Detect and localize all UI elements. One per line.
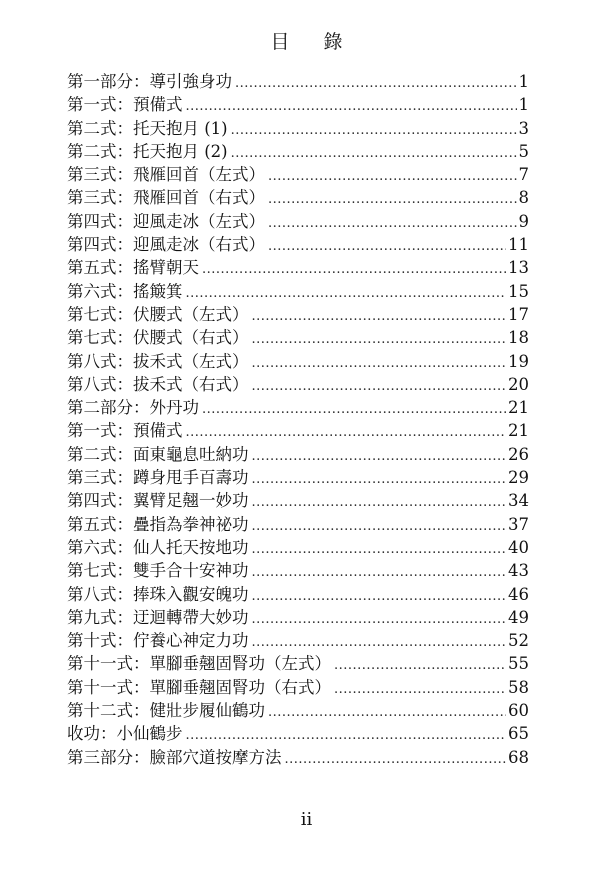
toc-entry-page: 3 — [518, 118, 529, 138]
toc-entry-label: 第八式：拔禾式（左式） — [67, 351, 249, 371]
toc-entry-label: 第四式：迎風走冰（左式） — [67, 211, 265, 231]
dot-leader — [252, 515, 507, 538]
toc-entry-label: 第五式：搖臂朝天 — [67, 258, 199, 278]
toc-entry-page: 58 — [508, 677, 529, 697]
toc-entry[interactable] — [67, 186, 529, 209]
toc-entry[interactable] — [67, 256, 529, 279]
toc-entry[interactable] — [67, 373, 529, 396]
dot-leader — [252, 328, 507, 351]
table-of-contents — [67, 70, 529, 769]
toc-entry-label: 第十二式：健壯步履仙鶴功 — [67, 701, 265, 721]
toc-entry[interactable] — [67, 70, 529, 93]
toc-entry[interactable] — [67, 233, 529, 256]
dot-leader — [334, 678, 506, 701]
toc-entry[interactable] — [67, 629, 529, 652]
toc-entry-label: 第三部分：臉部穴道按摩方法 — [67, 747, 282, 767]
toc-entry-label: 第二式：面東龜息吐納功 — [67, 444, 249, 464]
toc-entry-page: 1 — [518, 72, 529, 91]
toc-entry-page: 37 — [508, 514, 529, 534]
toc-entry-label: 第八式：捧珠入觀安魄功 — [67, 584, 249, 604]
toc-entry-label: 第二式：托天抱月 (1) — [67, 118, 228, 138]
toc-entry[interactable] — [67, 676, 529, 699]
toc-entry[interactable] — [67, 652, 529, 675]
dot-leader — [235, 72, 517, 95]
toc-entry[interactable] — [67, 722, 529, 745]
dot-leader — [252, 352, 507, 375]
toc-entry-label: 第四式：翼臂足翹一妙功 — [67, 491, 249, 511]
toc-entry-page: 9 — [518, 211, 529, 231]
toc-entry[interactable] — [67, 303, 529, 326]
toc-entry-label: 第七式：雙手合十安神功 — [67, 561, 249, 581]
toc-entry-page: 11 — [508, 235, 529, 255]
toc-entry-label: 第七式：伏腰式（右式） — [67, 328, 249, 348]
dot-leader — [252, 561, 507, 584]
dot-leader — [186, 95, 517, 118]
toc-entry-page: 29 — [508, 468, 529, 488]
toc-entry[interactable] — [67, 419, 529, 442]
toc-entry-label: 第四式：迎風走冰（右式） — [67, 235, 265, 255]
toc-entry-label: 第八式：拔禾式（右式） — [67, 374, 249, 394]
toc-entry-page: 52 — [508, 631, 529, 651]
toc-entry-page: 8 — [518, 188, 529, 208]
toc-entry[interactable] — [67, 466, 529, 489]
dot-leader — [252, 305, 507, 328]
toc-entry-label: 第三式：飛雁回首（左式） — [67, 165, 265, 185]
toc-entry-page: 46 — [508, 584, 529, 604]
page-title: 目 錄 — [270, 31, 357, 53]
toc-entry-page: 43 — [508, 561, 529, 581]
toc-entry-label: 第九式：迂迴轉帶大妙功 — [67, 607, 249, 627]
toc-entry-label: 第十式：佇養心神定力功 — [67, 631, 249, 651]
dot-leader — [334, 654, 506, 677]
toc-entry-page: 21 — [508, 421, 529, 441]
page-number: ii — [300, 809, 313, 830]
toc-entry[interactable] — [67, 559, 529, 582]
dot-leader — [268, 701, 506, 724]
dot-leader — [252, 538, 507, 561]
toc-entry[interactable] — [67, 350, 529, 373]
toc-entry-page: 18 — [508, 328, 529, 348]
toc-entry[interactable] — [67, 489, 529, 512]
toc-entry-label: 第一式：預備式 — [67, 421, 183, 441]
toc-entry-label: 收功：小仙鶴步 — [67, 724, 183, 744]
toc-entry-page: 7 — [518, 165, 529, 185]
toc-entry-page: 49 — [508, 607, 529, 627]
toc-entry-page: 40 — [508, 537, 529, 557]
toc-entry[interactable] — [67, 443, 529, 466]
toc-entry[interactable] — [67, 210, 529, 233]
dot-leader — [268, 235, 506, 258]
dot-leader — [231, 142, 517, 165]
toc-entry-label: 第三式：蹲身甩手百壽功 — [67, 468, 249, 488]
toc-entry-page: 34 — [508, 491, 529, 511]
toc-entry-page: 19 — [508, 351, 529, 371]
toc-entry[interactable] — [67, 606, 529, 629]
toc-entry-label: 第五式：疊指為拳神祕功 — [67, 514, 249, 534]
toc-entry[interactable] — [67, 93, 529, 116]
dot-leader — [186, 282, 507, 305]
dot-leader — [231, 119, 517, 142]
toc-entry-label: 第一部分：導引強身功 — [67, 72, 232, 91]
toc-entry[interactable] — [67, 163, 529, 186]
toc-entry[interactable] — [67, 326, 529, 349]
dot-leader — [285, 748, 507, 771]
toc-entry-label: 第六式：仙人托天按地功 — [67, 537, 249, 557]
dot-leader — [252, 445, 507, 468]
toc-entry-page: 65 — [508, 724, 529, 744]
toc-entry[interactable] — [67, 117, 529, 140]
toc-entry-page: 13 — [508, 258, 529, 278]
toc-entry[interactable] — [67, 536, 529, 559]
dot-leader — [268, 165, 517, 188]
toc-entry-page: 17 — [508, 304, 529, 324]
toc-entry[interactable] — [67, 583, 529, 606]
dot-leader — [268, 188, 517, 211]
toc-entry-label: 第一式：預備式 — [67, 95, 183, 115]
toc-entry[interactable] — [67, 280, 529, 303]
toc-entry-page: 26 — [508, 444, 529, 464]
toc-entry-page: 15 — [508, 281, 529, 301]
toc-entry-page: 60 — [508, 701, 529, 721]
toc-entry-label: 第十一式：單腳垂翹固腎功（右式） — [67, 677, 331, 697]
toc-entry-label: 第十一式：單腳垂翹固腎功（左式） — [67, 654, 331, 674]
toc-entry[interactable] — [67, 513, 529, 536]
toc-entry[interactable] — [67, 746, 529, 769]
toc-entry-label: 第二式：托天抱月 (2) — [67, 141, 228, 161]
dot-leader — [252, 468, 507, 491]
dot-leader — [202, 398, 506, 421]
toc-entry-page: 20 — [508, 374, 529, 394]
dot-leader — [252, 375, 507, 398]
toc-entry-label: 第七式：伏腰式（左式） — [67, 304, 249, 324]
toc-entry[interactable] — [67, 699, 529, 722]
dot-leader — [252, 631, 507, 654]
dot-leader — [202, 258, 506, 281]
toc-entry-label: 第三式：飛雁回首（右式） — [67, 188, 265, 208]
toc-entry-label: 第二部分：外丹功 — [67, 398, 199, 418]
toc-entry-page: 68 — [508, 747, 529, 767]
dot-leader — [186, 724, 507, 747]
toc-entry-page: 5 — [518, 141, 529, 161]
dot-leader — [186, 421, 507, 444]
toc-entry-page: 21 — [508, 398, 529, 418]
dot-leader — [252, 585, 507, 608]
dot-leader — [268, 212, 517, 235]
toc-entry-page: 1 — [518, 95, 529, 115]
toc-entry[interactable] — [67, 140, 529, 163]
toc-entry-label: 第六式：搖簸箕 — [67, 281, 183, 301]
dot-leader — [252, 608, 507, 631]
dot-leader — [252, 491, 507, 514]
toc-entry[interactable] — [67, 396, 529, 419]
toc-entry-page: 55 — [508, 654, 529, 674]
